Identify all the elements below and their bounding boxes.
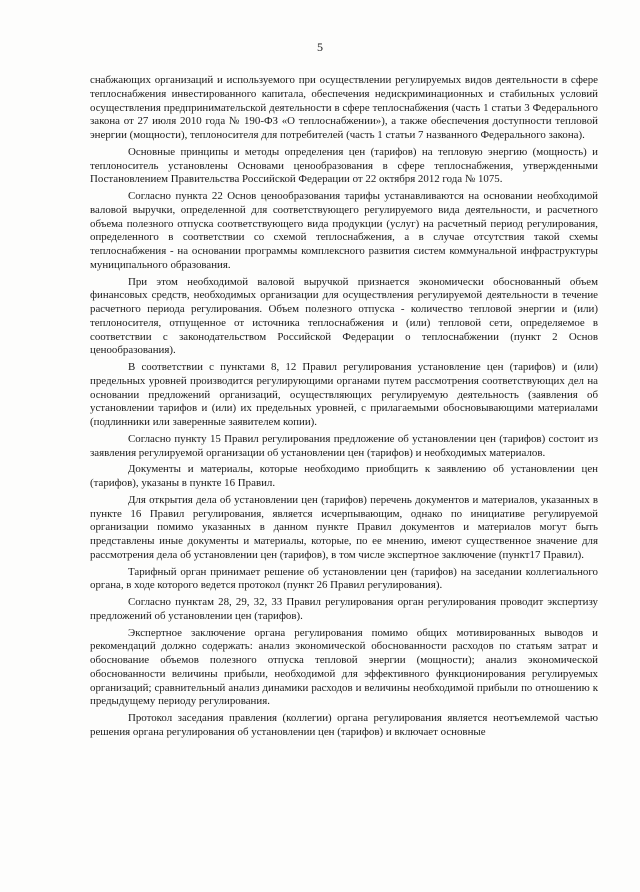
paragraph: Основные принципы и методы определения цен (тарифов) на тепловую энергию (мощность) и теплоноситель установлены Основами ценообразования в сфере теплоснабжения, утвержденными Постановлением Правительства Российской Федерации от 22 октября 2012 года № 1075.	[90, 145, 598, 186]
paragraph: Согласно пункту 15 Правил регулирования предложение об установлении цен (тарифов) состоит из заявления регулируемой организации об установлении цен (тарифов) и необходимых материалов.	[90, 432, 598, 459]
paragraph: Согласно пунктам 28, 29, 32, 33 Правил регулирования орган регулирования проводит экспертизу предложений об установлении цен (тарифов).	[90, 596, 598, 622]
paragraph: Экспертное заключение органа регулирования помимо общих мотивированных выводов и рекомендаций должно содержать: анализ экономической обоснованности расходов по статьям затрат и обоснование объемов полезного отпуска тепловой энергии (мощности); анализ экономической обоснованности величины прибыли, необходимой для эффективного функционирования регулируемых организаций; сравнительный анализ динамики расходов и величины необходимой прибыли по отношению к предыдущему периоду регулирования.	[90, 626, 598, 708]
paragraph: Согласно пункта 22 Основ ценообразования тарифы устанавливаются на основании необходимой валовой выручки, определенной для соответствующего регулируемого вида деятельности, и расчетного объема полезного отпуска соответствующего вида продукции (услуг) на расчетный период регулирования, определенного в соответствии со схемой теплоснабжения, а в случае отсутствия такой схемы теплоснабжения - на основании программы комплексного развития систем коммунальной инфраструктуры муниципального образования.	[90, 190, 598, 271]
paragraph: Протокол заседания правления (коллегии) органа регулирования является неотъемлемой частью решения органа регулирования об установлении цен (тарифов) и включает основные	[90, 712, 598, 738]
paragraph: В соответствии с пунктами 8, 12 Правил регулирования установление цен (тарифов) и (или) предельных уровней производится регулирующими органами путем рассмотрения соответствующих дел на основании предложений организаций, осуществляющих регулируемую деятельность (заявления об установлении тарифов и (или) их предельных уровней, с прилагаемыми обосновывающими материалами (подлинники или заверенные заявителем копии).	[90, 361, 598, 428]
document-body	[90, 74, 598, 743]
paragraph: Документы и материалы, которые необходимо приобщить к заявлению об установлении цен (тарифов), указаны в пункте 16 Правил.	[90, 463, 598, 489]
paragraph: Для открытия дела об установлении цен (тарифов) перечень документов и материалов, указанных в пункте 16 Правил регулирования, является исчерпывающим, однако по инициативе регулируемой организации помимо указанных в данном пункте Правил документов и материалов могут быть представлены иные документы и материалы, которые, по ее мнению, имеют существенное значение для рассмотрения дела об установлении цен (тарифов), в том числе экспертное заключение (пункт17 Правил).	[90, 493, 598, 561]
paragraph: Тарифный орган принимает решение об установлении цен (тарифов) на заседании коллегиального органа, в ходе которого ведется протокол (пункт 26 Правил регулирования).	[90, 565, 598, 592]
paragraph: снабжающих организаций и используемого при осуществлении регулируемых видов деятельности в сфере теплоснабжения инвестированного капитала, обеспечения недискриминационных и стабильных условий осуществления предпринимательской деятельности в сфере теплоснабжения (часть 1 статьи 3 Федерального закона от 27 июля 2010 года № 190-ФЗ «О теплоснабжении»), а также обеспечения доступности тепловой энергии (мощности), теплоносителя для потребителей (часть 1 статьи 7 названного Федерального закона).	[90, 74, 598, 141]
paragraph: При этом необходимой валовой выручкой признается экономически обоснованный объем финансовых средств, необходимых организации для осуществления регулируемой деятельности в течение расчетного периода регулирования. Объем полезного отпуска - количество тепловой энергии и (или) теплоносителя, отпущенное от источника теплоснабжения и (или) тепловой сети, определяемое в соответствии с законодательством Российской Федерации о теплоснабжении (пункт 2 Основ ценообразования).	[90, 275, 598, 357]
page-number: 5	[317, 40, 323, 54]
